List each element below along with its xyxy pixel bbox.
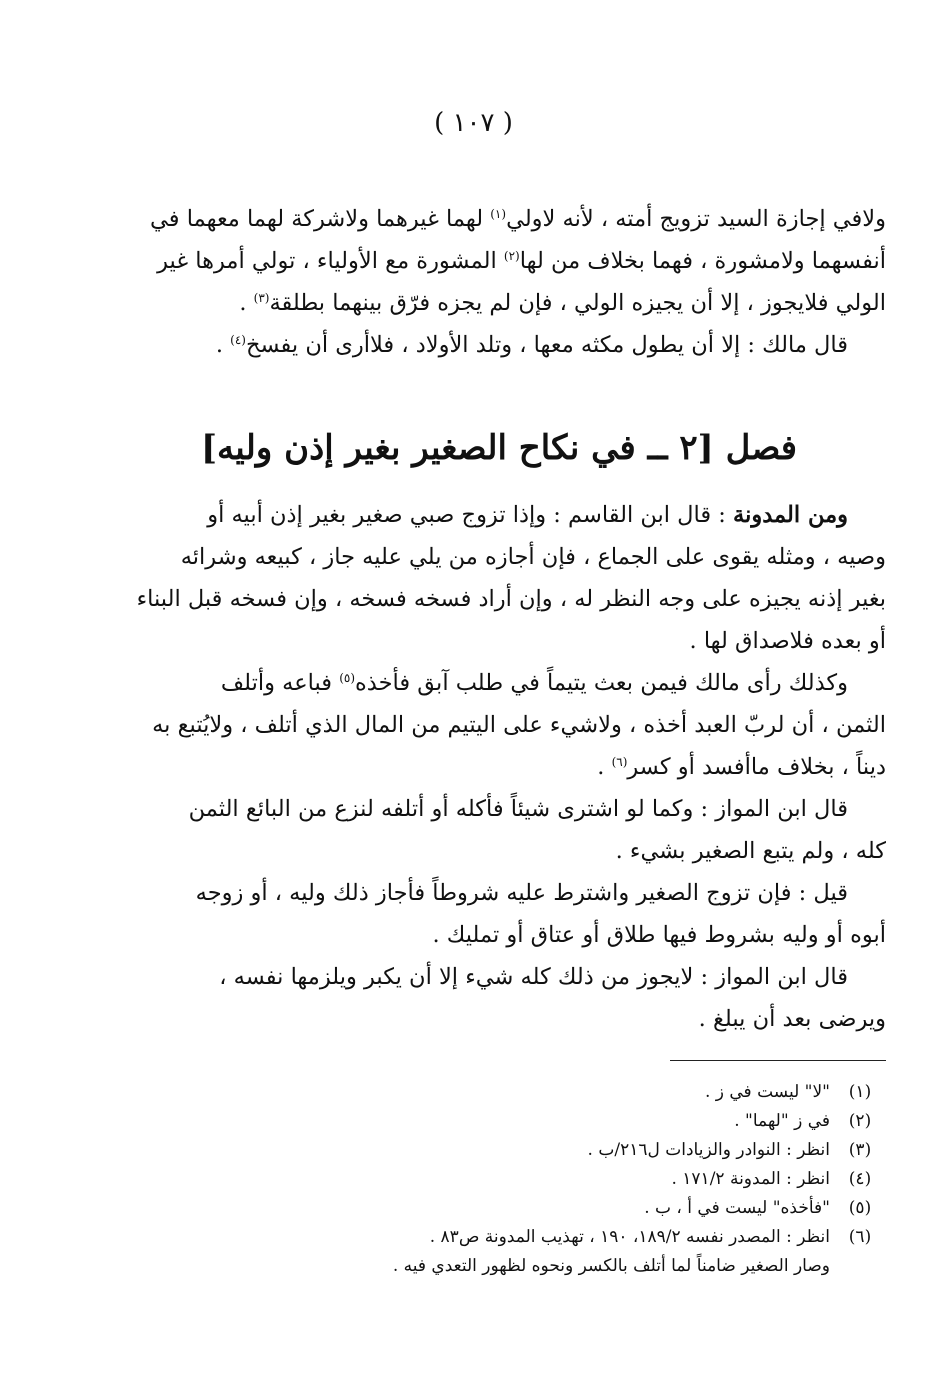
text-line: ولافي إجازة السيد تزويج أمته ، لأنه لاولي$^{(١)}$ لهما غيرهما ولاشركة لهما معهما في (150, 206, 886, 232)
text-line: وكذلك رأى مالك فيمن بعث يتيماً في طلب آبق فأخذه$^{(٥)}$ فباعه وأتلف (220, 670, 848, 696)
text-line: كله ، ولم يتبع الصغير بشيء . (615, 838, 886, 864)
footnote-item (300, 1194, 890, 1223)
footnote-text: انظر : النوادر والزيادات ل٢١٦/ب . (587, 1140, 830, 1160)
text-line: أبوه أو وليه بشروط فيها طلاق أو عتاق أو تمليك . (432, 922, 886, 948)
footnote-number: (٢) (848, 1111, 872, 1131)
footnote-item (300, 1078, 890, 1107)
text-line: الثمن ، أن لربّ العبد أخذه ، ولاشيء على اليتيم من المال الذي أتلف ، ولايُتبع به (152, 712, 886, 738)
text-line: قال ابن المواز : وكما لو اشترى شيئاً فأكله أو أتلفه لنزع من البائع الثمن (188, 796, 848, 822)
footnote-number: (٤) (848, 1169, 872, 1189)
footnote-number: (٥) (848, 1198, 872, 1218)
text-line: قال ابن المواز : لايجوز من ذلك كله شيء إلا أن يكبر ويلزمها نفسه ، (219, 964, 848, 990)
chapter-heading: فصل [٢ ــ في نكاح الصغير بغير إذن وليه] (200, 428, 798, 468)
footnote-number: (٣) (848, 1140, 872, 1160)
footnote-ref[interactable]: (٥) (339, 671, 356, 685)
bold-lead: ومن المدونة (733, 502, 848, 528)
text-line: بغير إذنه يجيزه على وجه النظر له ، وإن أراد فسخه فسخه ، وإن فسخه قبل البناء (136, 586, 886, 612)
footnote-text: انظر : المدونة ١٧١/٢ . (671, 1169, 830, 1189)
text-line: ومن المدونة : قال ابن القاسم : وإذا تزوج صبي صغير بغير إذن أبيه أو (207, 502, 848, 528)
footnote-ref[interactable]: (٣) (253, 291, 270, 305)
footnote-item (300, 1107, 890, 1136)
text-line: ويرضى بعد أن يبلغ . (698, 1006, 886, 1032)
footnote-ref[interactable]: (٤) (230, 333, 246, 347)
text-line: الولي فلايجوز ، إلا أن يجيزه الولي ، فإن لم يجزه فرّق بينهما بطلقة$^{(٣)}$ . (239, 290, 886, 316)
footnote-continuation: وصار الصغير ضامناً لما أتلف بالكسر ونحوه لظهور التعدي فيه . (392, 1256, 830, 1276)
footnote-divider (670, 1060, 886, 1061)
opening-paragraph (112, 198, 886, 366)
footnote-number: (١) (848, 1082, 872, 1102)
footnote-ref[interactable]: (٦) (611, 755, 628, 769)
footnote-item (300, 1165, 890, 1194)
footnote-number: (٦) (848, 1227, 872, 1247)
page-number: ( ١٠٧ ) (434, 108, 513, 138)
footnote-item (300, 1136, 890, 1165)
footnote-item (300, 1223, 890, 1252)
footnotes (300, 1078, 890, 1281)
text-line: أو بعده فلاصداق لها . (689, 628, 886, 654)
text-line: وصيه ، ومثله يقوى على الجماع ، فإن أجازه من يلي عليه جاز ، كبيعه وشرائه (180, 544, 886, 570)
text-line: قال مالك : إلا أن يطول مكثه معها ، وتلد الأولاد ، فلاأرى أن يفسخ$^{(٤)}$ . (215, 332, 848, 358)
text-line: أنفسهما ولامشورة ، فهما بخلاف من لها$^{(٢)}$ المشورة مع الأولياء ، تولي أمرها غير (157, 248, 886, 274)
footnote-text: انظر : المصدر نفسه ١٨٩/٢، ١٩٠ ، تهذيب المدونة ص٨٣ . (429, 1227, 830, 1247)
text-line: ديناً ، بخلاف ماأفسد أو كسر$^{(٦)}$ . (597, 754, 886, 780)
footnote-ref[interactable]: (١) (490, 207, 507, 221)
footnote-text: "فأخذه" ليست في أ ، ب . (644, 1198, 830, 1218)
text-line: قيل : فإن تزوج الصغير واشترط عليه شروطاً فأجاز ذلك وليه ، أو زوجه (195, 880, 848, 906)
section-body (112, 494, 886, 1040)
footnote-text: في ز "لهما" . (734, 1111, 830, 1131)
footnote-text: "لا" ليست في ز . (704, 1082, 830, 1102)
footnote-ref[interactable]: (٢) (503, 249, 520, 263)
